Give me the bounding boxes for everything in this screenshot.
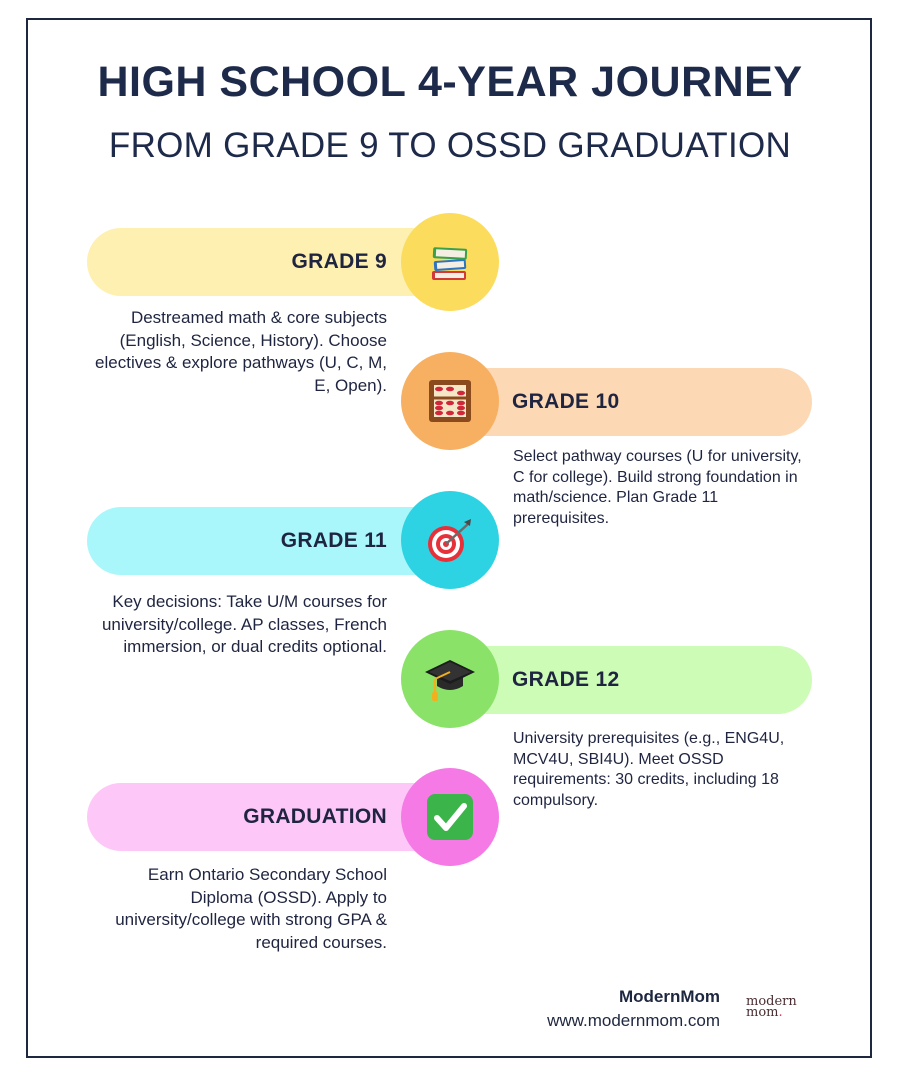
stage-description-grade-10: Select pathway courses (U for university, C for college). Build strong foundation in math/science. Plan Grade 11 prerequisites. xyxy=(513,448,802,527)
stage-description-grade-9: Destreamed math & core subjects (English, Science, History). Choose electives & explore pathways (U, C, M, E, Open). xyxy=(95,308,387,395)
logo-line-2-text: mom xyxy=(746,1005,779,1020)
stage-bar-grade-12 xyxy=(450,646,812,714)
footer-brand-name: ModernMom xyxy=(618,987,720,1006)
graduation-cap-icon xyxy=(423,652,477,706)
page-title: HIGH SCHOOL 4-YEAR JOURNEY xyxy=(97,58,803,106)
stage-label: GRADE 10 xyxy=(512,390,620,413)
logo-line-1: modern xyxy=(746,994,797,1009)
stage-circle-grade-9 xyxy=(401,213,499,311)
modernmom-logo xyxy=(746,996,806,1022)
stage-bar-grade-9 xyxy=(87,228,447,296)
abacus-icon xyxy=(425,376,475,426)
stage-label: GRADE 12 xyxy=(512,668,620,691)
check-mark-icon xyxy=(425,792,475,842)
stage-description-grade-11: Key decisions: Take U/M courses for university/college. AP classes, French immersion, or dual credits optional. xyxy=(101,592,387,656)
stage-bar-grade-10 xyxy=(450,368,812,436)
logo-line-2 xyxy=(746,1007,806,1018)
stage-label: GRADUATION xyxy=(243,805,387,828)
stage-description-graduation: Earn Ontario Secondary School Diploma (OSSD). Apply to university/college with strong GPA & required courses. xyxy=(115,865,387,952)
stage-description-grade-12: University prerequisites (e.g., ENG4U, MCV4U, SBI4U). Meet OSSD requirements: 30 credits, including 18 compulsory. xyxy=(513,730,785,809)
page-subtitle: FROM GRADE 9 TO OSSD GRADUATION xyxy=(108,126,792,165)
stage-label: GRADE 9 xyxy=(291,250,387,273)
stage-bar-grade-11 xyxy=(87,507,447,575)
footer-website-link[interactable]: www.modernmom.com xyxy=(547,1011,720,1030)
stage-label: GRADE 11 xyxy=(280,529,387,552)
stage-circle-grade-11 xyxy=(401,491,499,589)
stage-bar-graduation xyxy=(87,783,447,851)
stage-circle-grade-10 xyxy=(401,352,499,450)
stage-circle-grade-12 xyxy=(401,630,499,728)
stage-circle-graduation xyxy=(401,768,499,866)
books-icon xyxy=(426,238,474,286)
target-icon xyxy=(424,514,476,566)
logo-dot: . xyxy=(778,1005,783,1020)
